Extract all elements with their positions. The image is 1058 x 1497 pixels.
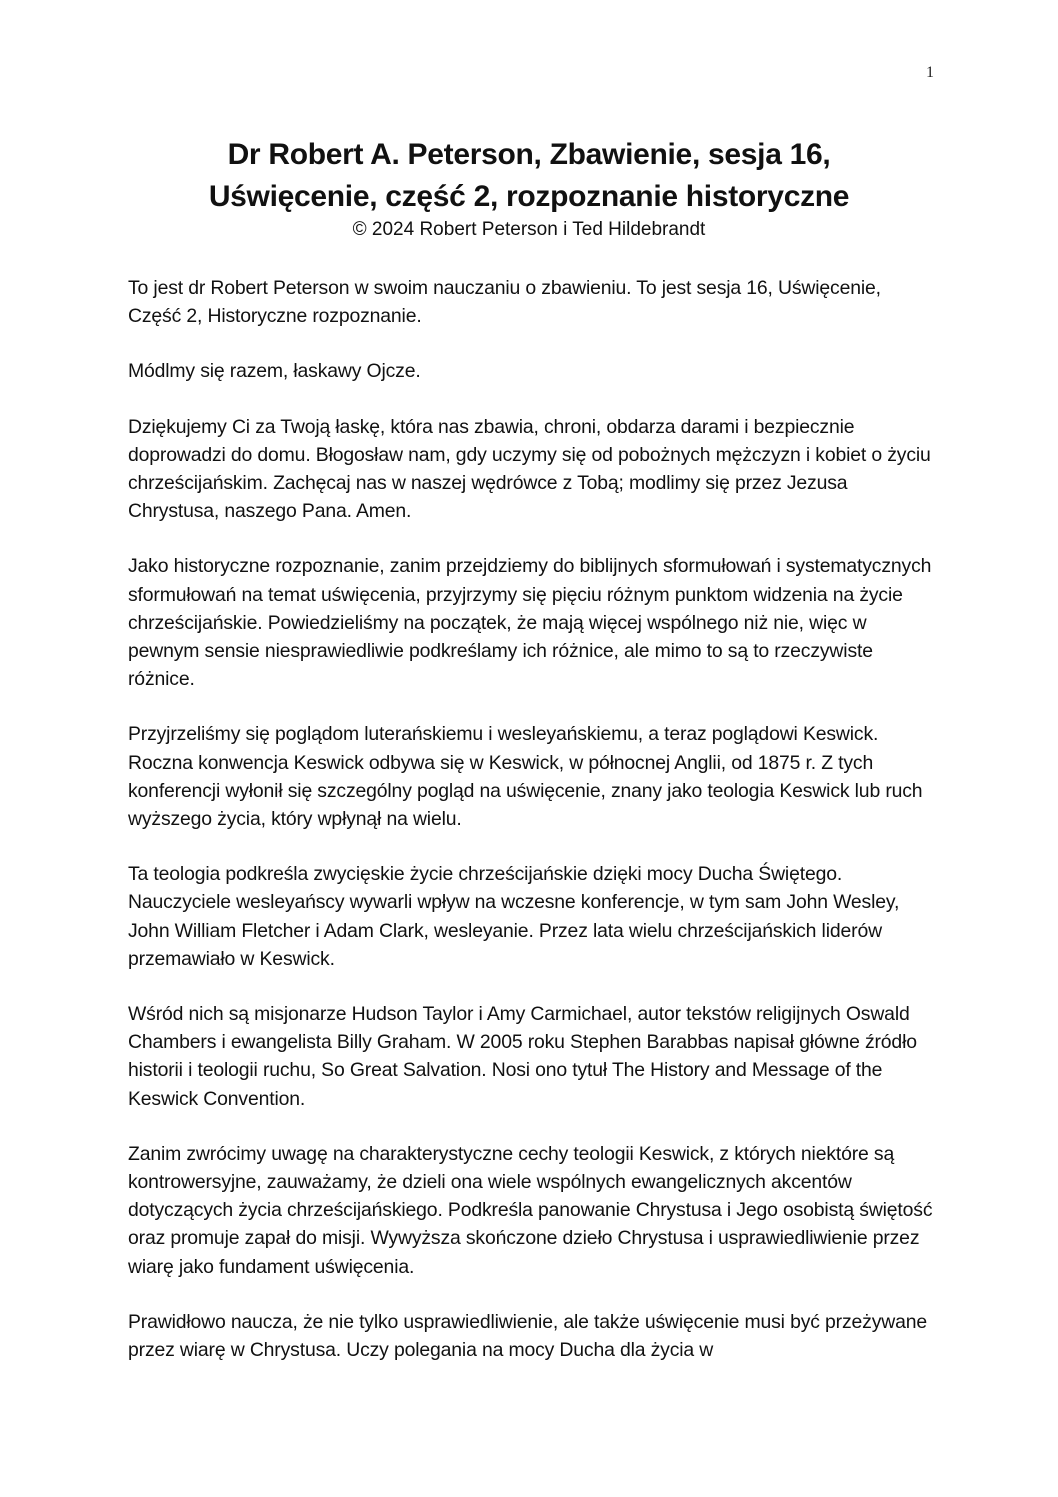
paragraph-keswick-emphases: Zanim zwrócimy uwagę na charakterystyczne cechy teologii Keswick, z których niektóre są kontrowersyjne, zauważamy, że dzieli ona wiele wspólnych ewangelicznych akcentów dotyczących życia chrześcijańskiego. Podkreśla panowanie Chrystusa i Jego osobistą świętość oraz promuje zapał do misji. Wywyższa skończone dzieło Chrystusa i usprawiedliwienie przez wiarę jako fundament uświęcenia. [128,1142,933,1278]
paragraph-intro: To jest dr Robert Peterson w swoim nauczaniu o zbawieniu. To jest sesja 16, Uświęcenie, Część 2, Historyczne rozpoznanie. [128,277,881,328]
paragraph-keswick-speakers: Wśród nich są misjonarze Hudson Taylor i Amy Carmichael, autor tekstów religijnych Oswald Chambers i ewangelista Billy Graham. W 2005 roku Stephen Barabbas napisał główne źródło historii i teologii ruchu, So Great Salvation. Nosi ono tytuł The History and Message of the Keswick Convention. [128,1003,917,1110]
paragraph-keswick-theology: Ta teologia podkreśla zwycięskie życie chrześcijańskie dzięki mocy Ducha Świętego. Nauczyciele wesleyańscy wywarli wpływ na wczesne konferencje, w tym sam John Wesley, John William Fletcher i Adam Clark, wesleyanie. Przez lata wielu chrześcijańskich liderów przemawiało w Keswick. [128,863,900,970]
paragraph-prayer-opening: Módlmy się razem, łaskawy Ojcze. [128,360,421,383]
page-number: 1 [926,64,934,81]
document-title-line-2: Uświęcenie, część 2, rozpoznanie historyczne [208,180,850,213]
document-title-line-1: Dr Robert A. Peterson, Zbawienie, sesja 16, [227,138,831,171]
document-header [100,134,958,242]
paragraph-prayer: Dziękujemy Ci za Twoją łaskę, która nas zbawia, chroni, obdarza darami i bezpiecznie doprowadzi do domu. Błogosław nam, gdy uczymy się od pobożnych mężczyzn i kobiet o życiu chrześcijańskim. Zachęcaj nas w naszej wędrówce z Tobą; modlimy się przez Jezusa Chrystusa, naszego Pana. Amen. [128,415,931,523]
paragraph-keswick-convention: Przyjrzeliśmy się poglądom luterańskiemu i wesleyańskiemu, a teraz poglądowi Keswick. Roczna konwencja Keswick odbywa się w Keswick, w północnej Anglii, od 1875 r. Z tych konferencji wyłonił się szczególny pogląd na uświęcenie, znany jako teologia Keswick lub ruch wyższego życia, który wpłynął na wielu. [128,723,923,831]
paragraph-historical-overview: Jako historyczne rozpoznanie, zanim przejdziemy do biblijnych sformułowań i systematycznych sformułowań na temat uświęcenia, przyjrzymy się pięciu różnym punktom widzenia na życie chrześcijańskie. Powiedzieliśmy na początek, że mają więcej wspólnego niż nie, więc w pewnym sensie niesprawiedliwie podkreślamy ich różnice, ale mimo to są to rzeczywiste różnice. [128,555,932,691]
paragraph-sanctification-faith: Prawidłowo naucza, że nie tylko usprawiedliwienie, ale także uświęcenie musi być przeżywane przez wiarę w Chrystusa. Uczy polegania na mocy Ducha dla życia w [128,1310,927,1362]
document-body [128,274,938,1391]
copyright-notice: © 2024 Robert Peterson i Ted Hildebrandt [352,219,706,240]
